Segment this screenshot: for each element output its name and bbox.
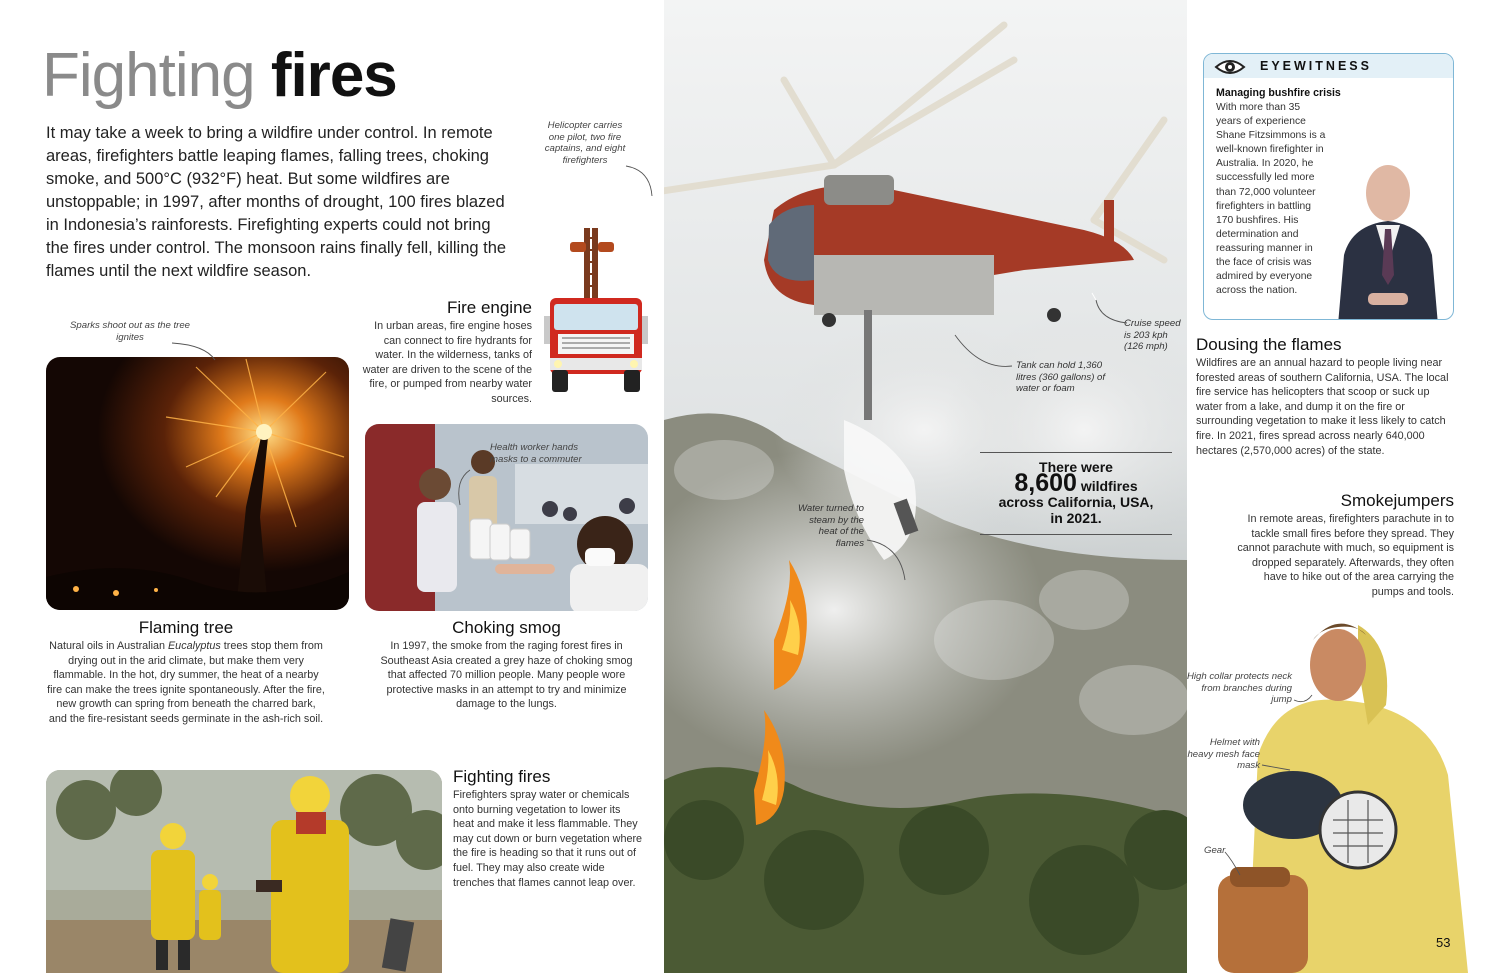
flaming-tree-annotation: Sparks shoot out as the tree ignites (70, 320, 190, 343)
page-title (42, 40, 397, 111)
flaming-tree-text-italic: Eucalyptus (167, 640, 221, 652)
flaming-tree-text (46, 639, 326, 727)
stat-line4: in 2021. (1050, 510, 1102, 526)
title-light: Fighting (42, 41, 255, 110)
collar-annotation: High collar protects neck from branches during jump (1186, 671, 1292, 705)
fire-engine-heading: Fire engine (446, 298, 532, 317)
flaming-tree-heading: Flaming tree (138, 618, 234, 637)
choking-smog-text: In 1997, the smoke from the raging forest fires in Southeast Asia created a grey haze of choking smog that affected 70 million people. Many people wore protective masks in an attempt to try and minimize damage to the lungs. (380, 640, 633, 711)
helicopter-speed-annotation: Cruise speed is 203 kph (126 mph) (1124, 318, 1181, 352)
wildfire-stat (980, 452, 1172, 535)
smokejumpers-text: In remote areas, firefighters parachute in to tackle small fires before they spread. They cannot parachute with much, so equipment is dropped separately. Afterwards, they often have to hike out of the area carrying the pumps and tools. (1237, 513, 1454, 598)
fire-engine-text: In urban areas, fire engine hoses can connect to fire hydrants for water. In the wilderness, tanks of water are driven to the scene of the fire, or pumped from nearby water sources. (362, 320, 532, 405)
stat-number: 8,600 (1014, 469, 1077, 497)
page-number: 53 (1436, 935, 1451, 950)
eyewitness-body: With more than 35 years of experience Shane Fitzsimmons is a well-known firefighter in Australia. In 2020, he successfully led more than 72,000 volunteer firefighters in battling 170 bushfires. His determination and reassuring manner in the face of crisis was admired by everyone across the nation. (1216, 102, 1326, 297)
choking-smog-heading: Choking smog (452, 618, 561, 637)
stat-line1: There were (1039, 459, 1113, 475)
eyewitness-box (1203, 53, 1454, 320)
gear-annotation: Gear (1204, 845, 1226, 856)
helicopter-tank-annotation: Tank can hold 1,360 litres (360 gallons) of water or foam (1016, 360, 1106, 394)
eyewitness-title: EYEWITNESS (1260, 59, 1372, 73)
stat-unit: wildfires (1080, 478, 1138, 494)
helmet-annotation: Helmet with heavy mesh face mask (1187, 737, 1260, 771)
dousing-heading: Dousing the flames (1196, 335, 1342, 354)
dousing-text: Wildfires are an annual hazard to people living near forested areas of southern California, USA. The local fire service has helicopters that scoop or suck up water from a lake, and dump it on the fire or surrounding vegetation to make it less likely to catch fire. In 2021, fires spread across nearly 640,000 hectares (2,570,000 acres) of the state. (1196, 357, 1449, 457)
portrait-photo (1332, 145, 1444, 320)
eyewitness-text (1216, 101, 1436, 320)
fighting-fires-heading: Fighting fires (453, 767, 551, 786)
steam-annotation: Water turned to steam by the heat of the flames (798, 503, 864, 549)
smokejumper-photo (1208, 605, 1468, 973)
smokejumpers-heading: Smokejumpers (1340, 491, 1454, 510)
flaming-tree-text-a: Natural oils in Australian (49, 640, 168, 652)
eyewitness-subtitle: Managing bushfire crisis (1216, 87, 1341, 99)
fighting-fires-text: Firefighters spray water or chemicals onto burning vegetation to lower its heat and make it less flammable. They may cut down or burn vegetation where the fire is heading so that it runs out of fuel. They may also create wide trenches that flames cannot leap over. (453, 789, 643, 889)
fire-engine-image (540, 220, 652, 398)
choking-smog-annotation: Health worker hands masks to a commuter (490, 442, 582, 465)
firefighters-photo (46, 770, 442, 973)
flaming-tree-text-b: trees stop them from drying out in the arid climate, but make them very flammable. In the hot, dry summer, the heat of a nearby fire can make the trees ignite spontaneously. After the fire, new growth can spring from beneath the charred bark, and the fire-resistant seeds germinate in the ash-rich soil. (47, 640, 325, 725)
eyewitness-tab (1204, 54, 1453, 78)
stat-number-line (980, 469, 1172, 497)
flaming-tree-photo (46, 357, 349, 610)
title-bold: fires (270, 41, 397, 110)
eye-icon (1214, 58, 1246, 81)
helicopter-crew-annotation: Helicopter carries one pilot, two fire captains, and eight firefighters (544, 120, 626, 166)
stat-line3: across California, USA, (998, 494, 1154, 510)
intro-paragraph: It may take a week to bring a wildfire under control. In remote areas, firefighters battle leaping flames, falling trees, choking smoke, and 500°C (932°F) heat. But some wildfires are unstoppable; in 1997, after months of drought, 100 fires blazed in Indonesia’s rainforests. Firefighting experts could not bring the fires under control. The monsoon rains finally fell, killing the flames until the next wildfire season. (46, 124, 507, 280)
